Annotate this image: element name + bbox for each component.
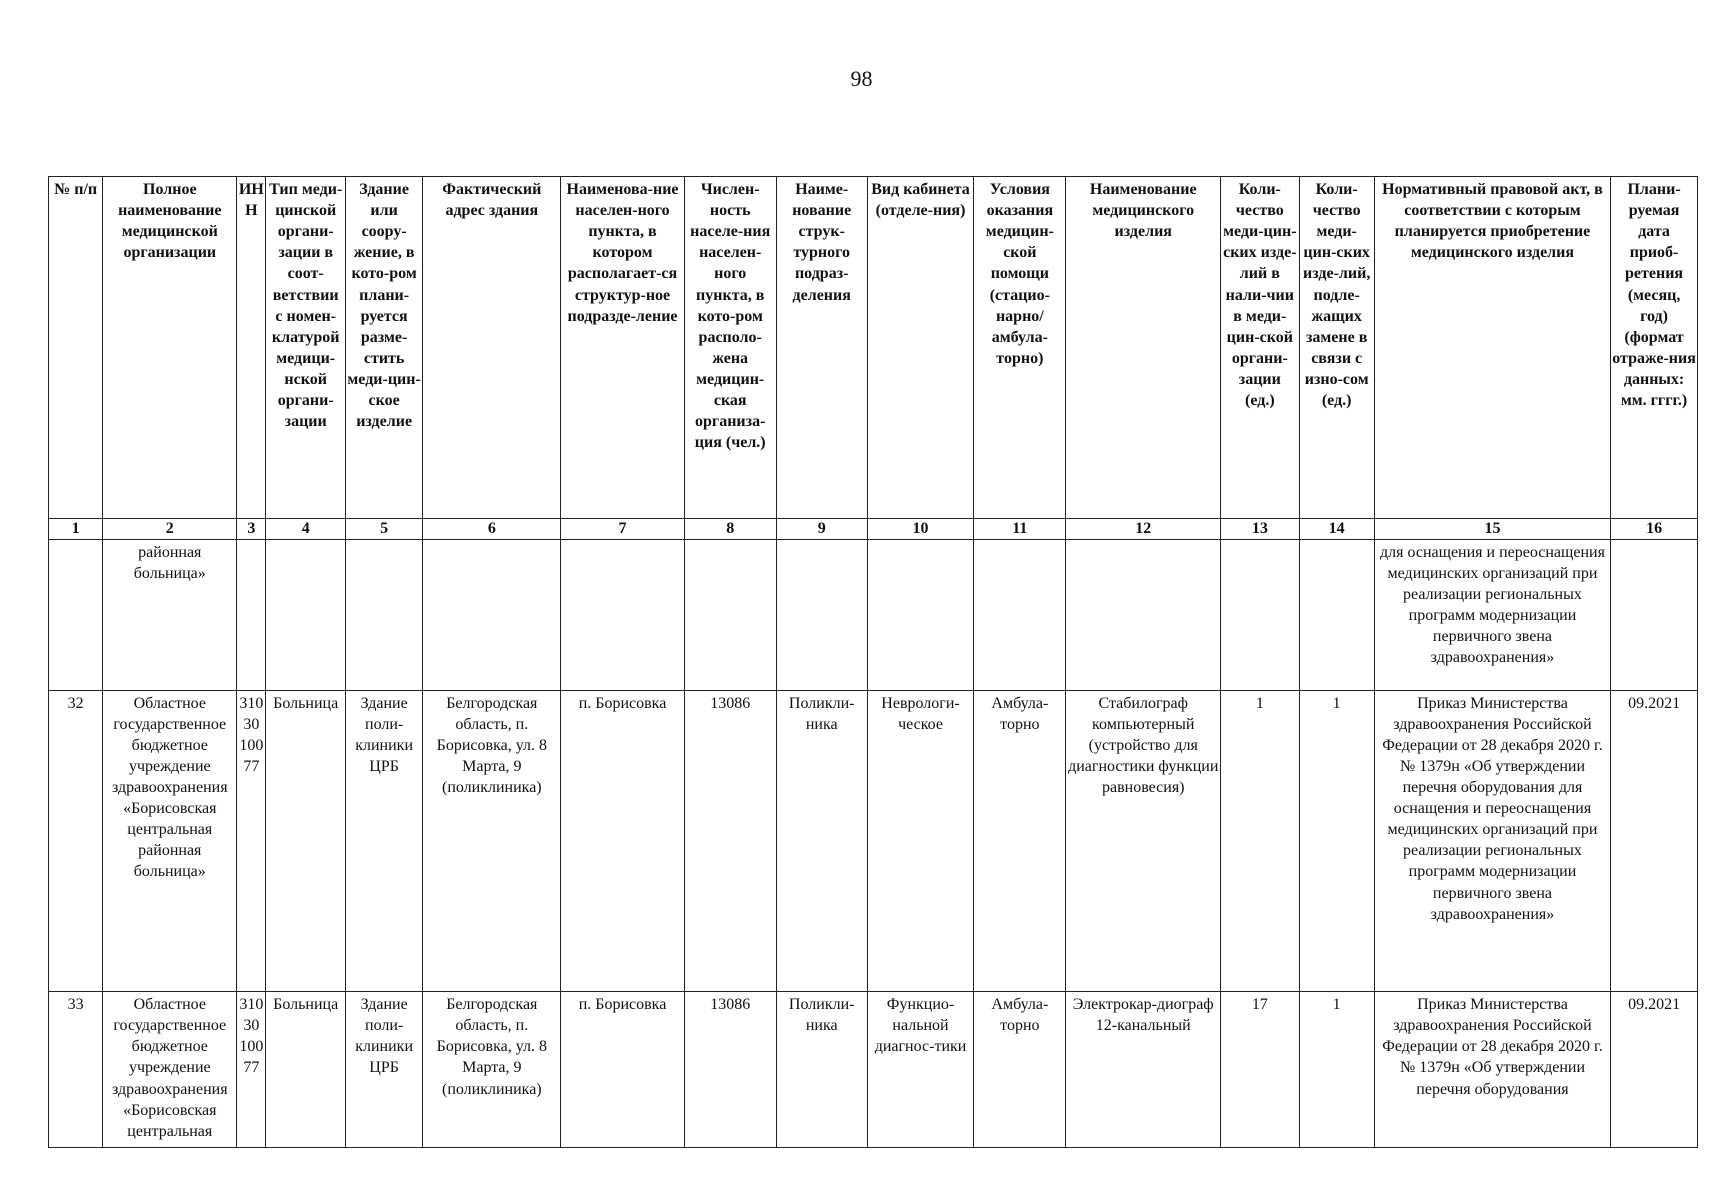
cell-building [345,539,422,690]
cell-qty-have: 17 [1221,992,1299,1148]
header-cell: Коли-чество меди-цин-ских изде-лий в нали-чии в меди-цин-ской органи-зации (ед.) [1221,177,1299,519]
cell-type: Больница [266,690,345,992]
cell-division [776,539,867,690]
cell-population [684,539,776,690]
continuation-row [49,539,1698,690]
cell-address: Белгородская область, п. Борисовка, ул. 8 Марта, 9 (поликлиника) [423,992,561,1148]
cell-num [49,539,103,690]
header-cell: Полное наименование медицинской организации [103,177,237,519]
header-cell: Наименование медицинского изделия [1066,177,1221,519]
header-cell: Наименова-ние населен-ного пункта, в котором располагает-ся структур-ное подразде-ление [561,177,684,519]
cell-type [266,539,345,690]
cell-population: 13086 [684,690,776,992]
column-number: 15 [1374,518,1610,539]
cell-division: Поликли-ника [776,992,867,1148]
cell-qty-replace: 1 [1299,690,1374,992]
cell-org: Областное государственное бюджетное учреждение здравоохранения «Борисовская центральная [103,992,237,1148]
header-cell: Коли-чество меди-цин-ских изде-лий, подле-жащих замене в связи с изно-сом (ед.) [1299,177,1374,519]
header-cell: Условия оказания медицин-ской помощи (стацио-нарно/ амбула-торно) [974,177,1066,519]
cell-cabinet: Неврологи-ческое [867,690,974,992]
cell-address [423,539,561,690]
cell-settlement: п. Борисовка [561,690,684,992]
cell-date: 09.2021 [1611,992,1698,1148]
cell-device: Электрокар-диограф 12-канальный [1066,992,1221,1148]
header-cell: Тип меди-цинской органи-зации в соот-ветствии с номен-клатурой медици-нской органи-зации [266,177,345,519]
cell-conditions: Амбула-торно [974,992,1066,1148]
cell-inn: 31030 10077 [237,690,266,992]
cell-building: Здание поли-клиники ЦРБ [345,690,422,992]
column-number: 16 [1611,518,1698,539]
column-number: 13 [1221,518,1299,539]
cell-device [1066,539,1221,690]
column-number: 2 [103,518,237,539]
column-number: 11 [974,518,1066,539]
header-cell: Нормативный правовой акт, в соответствии с которым планируется приобретение медицинского изделия [1374,177,1610,519]
column-number: 9 [776,518,867,539]
column-number: 8 [684,518,776,539]
cell-settlement [561,539,684,690]
cell-num: 33 [49,992,103,1148]
cell-type: Больница [266,992,345,1148]
header-cell: Наиме-нование струк-турного подраз-деления [776,177,867,519]
column-number: 6 [423,518,561,539]
cell-num: 32 [49,690,103,992]
column-number: 3 [237,518,266,539]
header-cell: Здание или соору-жение, в кото-ром плани-руется разме-стить меди-цин-ское изделие [345,177,422,519]
cell-qty-replace [1299,539,1374,690]
cell-settlement: п. Борисовка [561,992,684,1148]
column-number: 12 [1066,518,1221,539]
cell-building: Здание поли-клиники ЦРБ [345,992,422,1148]
equipment-table [48,176,1698,1148]
cell-population: 13086 [684,992,776,1148]
cell-org: Областное государственное бюджетное учреждение здравоохранения «Борисовская центральная районная больница» [103,690,237,992]
cell-qty-replace: 1 [1299,992,1374,1148]
header-row [49,177,1698,519]
column-number: 10 [867,518,974,539]
cell-conditions [974,539,1066,690]
cell-date [1611,539,1698,690]
column-number-row [49,518,1698,539]
cell-address: Белгородская область, п. Борисовка, ул. 8 Марта, 9 (поликлиника) [423,690,561,992]
header-cell: ИНН [237,177,266,519]
column-number: 4 [266,518,345,539]
cell-qty-have [1221,539,1299,690]
cell-qty-have: 1 [1221,690,1299,992]
page-number: 98 [850,66,873,91]
cell-cabinet: Функцио-нальной диагнос-тики [867,992,974,1148]
cell-conditions: Амбула-торно [974,690,1066,992]
column-number: 1 [49,518,103,539]
header-cell: Числен-ность населе-ния населен-ного пункта, в кото-ром располо-жена медицин-ская организа-ция (чел.) [684,177,776,519]
cell-inn [237,539,266,690]
column-number: 7 [561,518,684,539]
column-number: 5 [345,518,422,539]
table-row [49,992,1698,1148]
cell-date: 09.2021 [1611,690,1698,992]
header-cell: Фактический адрес здания [423,177,561,519]
cell-division: Поликли-ника [776,690,867,992]
cell-act: для оснащения и переоснащения медицинских организаций при реализации региональных программ модернизации первичного звена здравоохранения» [1374,539,1610,690]
column-number: 14 [1299,518,1374,539]
cell-act: Приказ Министерства здравоохранения Российской Федерации от 28 декабря 2020 г. № 1379н «Об утверждении перечня оборудования [1374,992,1610,1148]
cell-device: Стабилограф компьютерный (устройство для диагностики функции равновесия) [1066,690,1221,992]
cell-inn: 31030 10077 [237,992,266,1148]
header-cell: Вид кабинета (отделе-ния) [867,177,974,519]
table-row [49,690,1698,992]
header-cell: Плани-руемая дата приоб-ретения (месяц, год) (формат отраже-ния данных: мм. гггг.) [1611,177,1698,519]
cell-cabinet [867,539,974,690]
cell-act: Приказ Министерства здравоохранения Российской Федерации от 28 декабря 2020 г. № 1379н «Об утверждении перечня оборудования для оснащения и переоснащения медицинских организаций при реализации региональных программ модернизации первичного звена здравоохранения» [1374,690,1610,992]
cell-org: районная больница» [103,539,237,690]
header-cell: № п/п [49,177,103,519]
